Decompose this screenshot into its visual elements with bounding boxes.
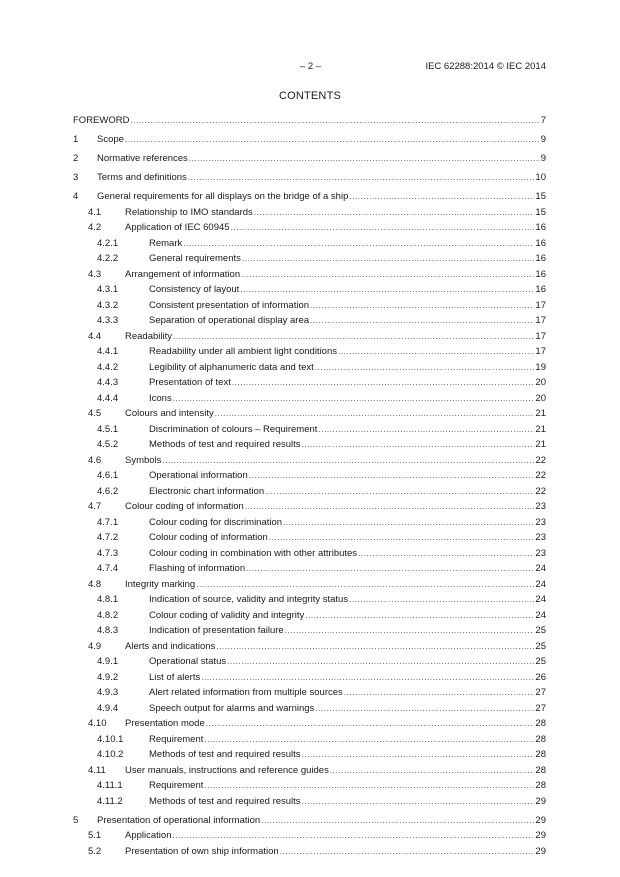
dot-leader [338, 344, 534, 360]
toc-entry-number: 4.7 [88, 501, 102, 512]
dot-leader [358, 546, 534, 562]
toc-entry-number: 4.6 [88, 454, 102, 466]
toc-entry-line [125, 577, 546, 593]
toc-entry-line [149, 778, 546, 794]
toc-entry-title: Integrity marking [125, 578, 196, 590]
toc-entry-number: 4.7.4 [97, 563, 119, 574]
toc-entry-title: Relationship to IMO standards [125, 206, 253, 218]
toc-entry-number: 4.7.2 [97, 532, 119, 543]
dot-leader [196, 577, 534, 593]
dot-leader [241, 267, 534, 283]
toc-entry-line [149, 422, 546, 438]
toc-entry-page: 16 [535, 222, 546, 233]
toc-entry-line [97, 170, 546, 186]
toc-entry-title: Presentation of own ship information [125, 845, 279, 857]
toc-entry-title: List of alerts [149, 671, 201, 683]
toc-entry-line [125, 267, 546, 283]
toc-entry[interactable] [73, 113, 546, 129]
toc-entry[interactable] [73, 406, 546, 422]
toc-entry[interactable] [73, 360, 546, 376]
dot-leader [318, 422, 534, 438]
dot-leader [172, 828, 534, 844]
toc-entry-number: 4.4.2 [97, 361, 119, 373]
dot-leader [227, 654, 534, 670]
toc-entry-title: General requirements [149, 253, 241, 264]
toc-entry-page: 22 [535, 454, 546, 466]
toc-entry-line [149, 794, 546, 810]
toc-entry-line [149, 732, 546, 748]
toc-entry-title: Legibility of alphanumeric data and text [149, 361, 314, 373]
toc-entry-number: 4.4 [88, 330, 102, 342]
toc-entry-number: 4.4.3 [97, 377, 119, 388]
toc-entry-title: Operational information [149, 470, 248, 481]
toc-entry[interactable] [73, 437, 546, 453]
toc-entry-line [149, 236, 546, 252]
toc-entry-title: Presentation mode [125, 718, 205, 729]
dot-leader [245, 499, 535, 515]
toc-entry-title: Arrangement of information [125, 268, 241, 280]
toc-entry[interactable] [73, 794, 546, 810]
toc-entry-number: 4.10.2 [97, 749, 124, 760]
toc-entry[interactable] [73, 654, 546, 670]
toc-entry[interactable] [73, 282, 546, 298]
toc-entry-page: 20 [535, 377, 546, 388]
toc-entry-page: 22 [535, 485, 546, 497]
dot-leader [204, 778, 534, 794]
toc-entry-page: 25 [535, 625, 546, 636]
toc-entry-number: 4 [73, 191, 79, 202]
toc-entry-number: 5.1 [88, 830, 102, 841]
toc-entry-line [125, 716, 546, 732]
toc-entry-page: 21 [535, 423, 546, 435]
dot-leader [302, 747, 535, 763]
dot-leader [232, 375, 535, 391]
toc-entry-line [149, 251, 546, 267]
toc-entry-page: 28 [535, 718, 546, 729]
toc-entry-number: 4.10 [88, 718, 107, 729]
toc-entry-line [149, 313, 546, 329]
toc-entry-page: 21 [535, 439, 546, 450]
toc-entry-line [97, 189, 546, 205]
toc-entry-number: 4.9.4 [97, 702, 119, 714]
toc-entry[interactable] [73, 236, 546, 252]
toc-entry-number: 4.9.1 [97, 656, 119, 667]
dot-leader [310, 313, 534, 329]
dot-leader [125, 132, 540, 148]
toc-entry-number: 4.8.1 [97, 594, 119, 605]
standard-reference: IEC 62288:2014 © IEC 2014 [425, 61, 546, 72]
toc-entry-title: Terms and definitions [97, 172, 187, 183]
toc-entry-title: Colours and intensity [125, 408, 214, 419]
toc-entry[interactable] [73, 391, 546, 407]
toc-entry[interactable] [73, 701, 546, 717]
dot-leader [183, 236, 534, 252]
toc-entry[interactable] [73, 329, 546, 345]
toc-entry-number: 4.3.1 [97, 284, 119, 295]
toc-entry-number: 4.5.2 [97, 439, 119, 450]
dot-leader [261, 813, 534, 829]
toc-entry-title: Alerts and indications [125, 640, 216, 652]
toc-entry[interactable] [73, 298, 546, 314]
toc-entry-page: 22 [535, 470, 546, 481]
toc-entry-page: 17 [535, 315, 546, 326]
dot-leader [330, 763, 535, 779]
toc-entry-number: 4.8 [88, 578, 102, 590]
toc-entry-page: 16 [535, 284, 546, 295]
toc-entry-number: 4.5 [88, 408, 102, 419]
toc-entry-line [125, 763, 546, 779]
toc-entry[interactable] [73, 639, 546, 655]
toc-entry[interactable] [73, 828, 546, 844]
toc-entry-page: 24 [535, 609, 546, 621]
dot-leader [201, 670, 534, 686]
toc-entry-page: 24 [535, 578, 546, 590]
toc-entry-line [149, 484, 546, 500]
toc-entry[interactable] [73, 313, 546, 329]
toc-entry-line [125, 329, 546, 345]
toc-entry-page: 21 [535, 408, 546, 419]
toc-entry-page: 23 [535, 516, 546, 528]
toc-entry-line [125, 639, 546, 655]
toc-entry-page: 23 [535, 532, 546, 543]
toc-entry-line [149, 375, 546, 391]
toc-entry-line [149, 282, 546, 298]
toc-entry-line [149, 670, 546, 686]
toc-entry[interactable] [73, 375, 546, 391]
toc-entry-number: 4.8.2 [97, 609, 119, 621]
dot-leader [310, 298, 534, 314]
dot-leader [204, 732, 534, 748]
page-header [0, 61, 620, 75]
toc-entry[interactable] [73, 151, 546, 167]
toc-entry-page: 15 [535, 191, 546, 202]
toc-entry-title: Speech output for alarms and warnings [149, 702, 315, 714]
dot-leader [188, 170, 535, 186]
dot-leader [344, 685, 535, 701]
toc-entry-number: 1 [73, 134, 79, 145]
toc-entry-title: Application [125, 830, 172, 841]
dot-leader [349, 592, 534, 608]
toc-entry-line [125, 499, 546, 515]
toc-entry[interactable] [73, 778, 546, 794]
toc-entry-line [125, 406, 546, 422]
toc-entry-page: 28 [535, 733, 546, 745]
dot-leader [215, 406, 535, 422]
toc-entry-line [149, 468, 546, 484]
toc-entry-page: 27 [535, 702, 546, 714]
toc-entry[interactable] [73, 422, 546, 438]
toc-entry-title: Operational status [149, 656, 227, 667]
toc-entry[interactable] [73, 577, 546, 593]
toc-entry-title: Symbols [125, 454, 162, 466]
toc-entry-line [125, 453, 546, 469]
toc-entry-line [149, 747, 546, 763]
toc-entry-line [149, 701, 546, 717]
toc-entry[interactable] [73, 344, 546, 360]
toc-entry-line [149, 360, 546, 376]
toc-entry-title: Requirement [149, 733, 204, 745]
toc-entry-page: 27 [535, 687, 546, 698]
toc-entry-page: 28 [535, 764, 546, 776]
toc-entry-line [125, 220, 546, 236]
toc-entry-page: 10 [535, 172, 546, 183]
toc-entry-title: Colour coding of information [125, 501, 244, 512]
dot-leader [254, 205, 535, 221]
toc-entry-number: 4.7.3 [97, 547, 119, 559]
toc-entry-number: 4.9.3 [97, 687, 119, 698]
toc-entry-title: Colour coding of information [149, 532, 268, 543]
toc-entry-line [125, 844, 546, 860]
toc-entry-page: 7 [540, 115, 546, 126]
toc-entry[interactable] [73, 205, 546, 221]
toc-entry-page: 16 [535, 253, 546, 264]
toc-entry-page: 17 [535, 346, 546, 357]
toc-entry-number: 4.3.2 [97, 299, 119, 311]
dot-leader [285, 623, 535, 639]
toc-entry-number: 4.6.1 [97, 470, 119, 481]
toc-entry-title: Application of IEC 60945 [125, 222, 230, 233]
toc-entry-line [149, 344, 546, 360]
toc-entry-line [97, 151, 546, 167]
toc-entry-line [149, 592, 546, 608]
toc-entry-line [125, 205, 546, 221]
toc-entry[interactable] [73, 484, 546, 500]
dot-leader [240, 282, 534, 298]
toc-entry-line [149, 298, 546, 314]
toc-entry-title: Remark [149, 237, 183, 249]
toc-entry-number: 4.9.2 [97, 671, 119, 683]
dot-leader [315, 701, 534, 717]
dot-leader [246, 561, 534, 577]
toc-entry-line [73, 113, 546, 129]
toc-entry-page: 26 [535, 671, 546, 683]
toc-entry-title: Methods of test and required results [149, 749, 301, 760]
toc-entry-line [149, 623, 546, 639]
toc-entry[interactable] [73, 251, 546, 267]
toc-entry-number: 3 [73, 172, 79, 183]
toc-entry-title: Colour coding of validity and integrity [149, 609, 305, 621]
toc-entry-line [149, 437, 546, 453]
dot-leader [242, 251, 535, 267]
toc-entry-title: Consistent presentation of information [149, 299, 310, 311]
toc-entry-title: Colour coding for discrimination [149, 516, 283, 528]
dot-leader [283, 515, 534, 531]
toc-entry-line [149, 654, 546, 670]
toc-entry[interactable] [73, 530, 546, 546]
toc-entry-number: 4.3 [88, 268, 102, 280]
toc-entry-page: 25 [535, 640, 546, 652]
toc-entry-title: Presentation of text [149, 377, 231, 388]
toc-entry-title: Flashing of information [149, 563, 246, 574]
toc-entry[interactable] [73, 763, 546, 779]
dot-leader [206, 716, 535, 732]
toc-entry-page: 16 [535, 268, 546, 280]
toc-entry[interactable] [73, 499, 546, 515]
toc-entry-title: Methods of test and required results [149, 439, 301, 450]
dot-leader [315, 360, 535, 376]
toc-entry-page: 19 [535, 361, 546, 373]
toc-entry-title: Alert related information from multiple sources [149, 687, 343, 698]
dot-leader [265, 484, 534, 500]
toc-entry[interactable] [73, 623, 546, 639]
toc-entry[interactable] [73, 608, 546, 624]
toc-entry-page: 29 [535, 845, 546, 857]
toc-entry-line [149, 546, 546, 562]
toc-entry-line [149, 685, 546, 701]
toc-entry-title: Readability under all ambient light conditions [149, 346, 338, 357]
toc-entry-page: 29 [535, 795, 546, 807]
toc-entry-title: Electronic chart information [149, 485, 265, 497]
dot-leader [349, 189, 534, 205]
toc-entry-line [97, 132, 546, 148]
toc-entry-title: Consistency of layout [149, 284, 240, 295]
dot-leader [162, 453, 534, 469]
toc-entry[interactable] [73, 170, 546, 186]
dot-leader [302, 794, 535, 810]
toc-entry-page: 17 [535, 330, 546, 342]
toc-entry[interactable] [73, 468, 546, 484]
toc-entry[interactable] [73, 189, 546, 205]
toc-entry[interactable] [73, 670, 546, 686]
toc-entry-number: 4.11 [88, 764, 106, 776]
toc-entry-title: FOREWORD [73, 115, 130, 126]
page-number: – 2 – [300, 61, 322, 72]
toc-entry-title: Methods of test and required results [149, 795, 301, 807]
page-title: CONTENTS [278, 90, 342, 102]
dot-leader [305, 608, 534, 624]
toc-entry-page: 9 [540, 134, 546, 145]
toc-entry-line [149, 561, 546, 577]
toc-entry-line [149, 608, 546, 624]
toc-entry-title: Indication of presentation failure [149, 625, 284, 636]
toc-entry-number: 4.8.3 [97, 625, 119, 636]
toc-entry[interactable] [73, 453, 546, 469]
dot-leader [130, 113, 539, 129]
dot-leader [302, 437, 535, 453]
toc-entry-page: 28 [535, 749, 546, 760]
toc-entry-page: 25 [535, 656, 546, 667]
toc-entry[interactable] [73, 716, 546, 732]
toc-entry-title: Readability [125, 330, 172, 342]
toc-entry-title: Colour coding in combination with other attributes [149, 547, 358, 559]
toc-entry-line [149, 515, 546, 531]
toc-entry[interactable] [73, 732, 546, 748]
toc-entry[interactable] [73, 747, 546, 763]
toc-entry-page: 16 [535, 237, 546, 249]
toc-entry-title: Requirement [149, 780, 204, 791]
toc-entry-title: Separation of operational display area [149, 315, 310, 326]
toc-entry-title: Indication of source, validity and integrity status [149, 594, 349, 605]
toc-entry-title: Normative references [97, 153, 188, 164]
dot-leader [216, 639, 534, 655]
dot-leader [249, 468, 535, 484]
toc-entry-number: 4.6.2 [97, 485, 119, 497]
toc-entry-page: 17 [535, 299, 546, 311]
toc-entry-number: 4.4.1 [97, 346, 119, 357]
toc-entry-number: 4.7.1 [97, 516, 119, 528]
toc-entry-page: 24 [535, 563, 546, 574]
toc-entry-line [149, 391, 546, 407]
toc-entry-number: 5.2 [88, 845, 102, 857]
toc-entry-page: 9 [540, 153, 546, 164]
toc-entry-title: Presentation of operational information [97, 814, 261, 826]
toc-entry[interactable] [73, 220, 546, 236]
toc-entry-title: Icons [149, 392, 172, 404]
table-of-contents [73, 113, 546, 859]
toc-entry[interactable] [73, 267, 546, 283]
toc-entry-title: Discrimination of colours – Requirement [149, 423, 318, 435]
toc-entry-title: Scope [97, 134, 124, 145]
toc-entry-page: 29 [535, 830, 546, 841]
toc-entry-number: 4.2.2 [97, 253, 119, 264]
toc-entry-number: 4.5.1 [97, 423, 119, 435]
toc-entry-number: 4.2.1 [97, 237, 119, 249]
toc-entry-page: 15 [535, 206, 546, 218]
toc-entry-number: 4.11.2 [97, 795, 123, 807]
toc-entry-title: General requirements for all displays on the bridge of a ship [97, 191, 349, 202]
toc-entry-number: 4.1 [88, 206, 102, 218]
toc-entry-number: 4.2 [88, 222, 102, 233]
dot-leader [173, 329, 534, 345]
toc-entry-page: 29 [535, 814, 546, 826]
toc-entry-number: 4.4.4 [97, 392, 119, 404]
toc-entry[interactable] [73, 546, 546, 562]
dot-leader [269, 530, 535, 546]
toc-entry[interactable] [73, 561, 546, 577]
toc-entry[interactable] [73, 132, 546, 148]
toc-entry-line [125, 828, 546, 844]
toc-entry-number: 4.11.1 [97, 780, 123, 791]
toc-entry-page: 23 [535, 501, 546, 512]
toc-entry-title: User manuals, instructions and reference guides [125, 764, 329, 776]
toc-entry-page: 20 [535, 392, 546, 404]
toc-entry[interactable] [73, 515, 546, 531]
toc-entry[interactable] [73, 685, 546, 701]
toc-entry-page: 24 [535, 594, 546, 605]
toc-entry-number: 5 [73, 814, 79, 826]
toc-entry-line [97, 813, 546, 829]
toc-entry[interactable] [73, 813, 546, 829]
toc-entry-page: 28 [535, 780, 546, 791]
dot-leader [280, 844, 535, 860]
dot-leader [231, 220, 535, 236]
toc-entry-number: 2 [73, 153, 79, 164]
toc-entry[interactable] [73, 592, 546, 608]
toc-entry[interactable] [73, 844, 546, 860]
toc-entry-number: 4.9 [88, 640, 102, 652]
dot-leader [173, 391, 535, 407]
toc-entry-number: 4.10.1 [97, 733, 124, 745]
dot-leader [189, 151, 540, 167]
toc-entry-number: 4.3.3 [97, 315, 119, 326]
toc-entry-line [149, 530, 546, 546]
toc-entry-page: 23 [535, 547, 546, 559]
